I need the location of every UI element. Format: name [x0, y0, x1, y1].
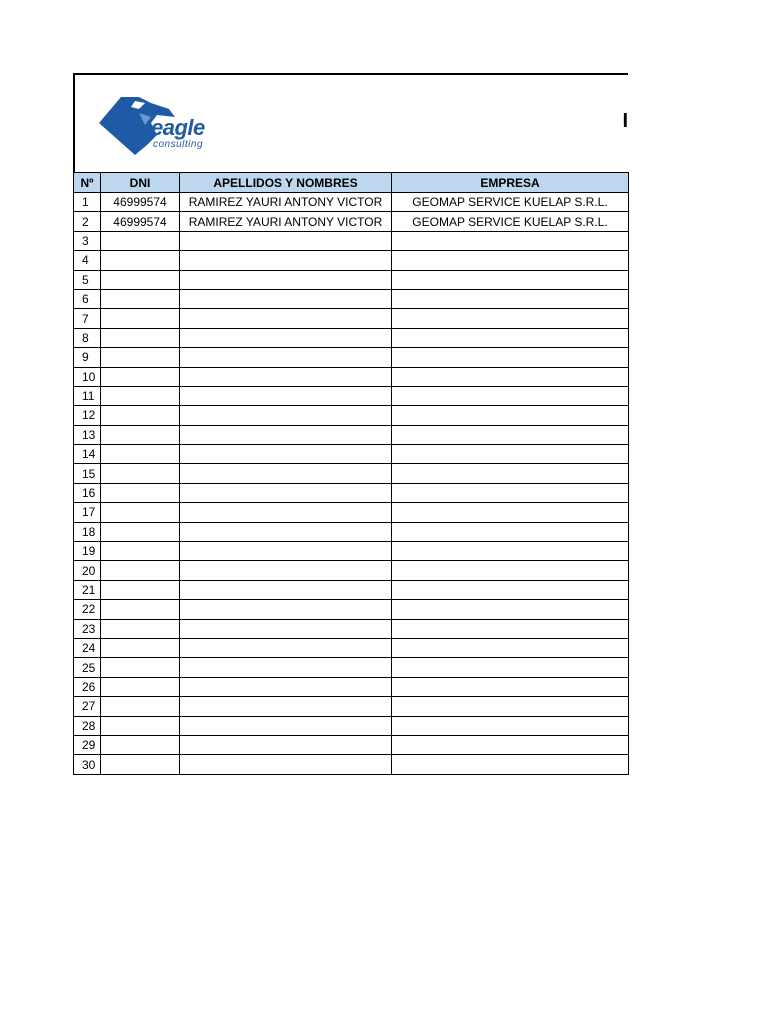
- cell-empresa[interactable]: [392, 464, 629, 483]
- table-row: [74, 251, 629, 270]
- eagle-consulting-logo: [99, 95, 249, 157]
- cell-dni[interactable]: [101, 406, 180, 425]
- cell-empresa[interactable]: [392, 251, 629, 270]
- cell-dni[interactable]: [101, 386, 180, 405]
- table-row: [74, 483, 629, 502]
- cell-no[interactable]: 25: [74, 658, 101, 677]
- cell-name[interactable]: [180, 580, 392, 599]
- cell-no[interactable]: 2: [74, 212, 101, 231]
- cell-name[interactable]: [180, 619, 392, 638]
- cell-empresa[interactable]: [392, 638, 629, 657]
- cell-dni[interactable]: [101, 309, 180, 328]
- cell-dni[interactable]: [101, 542, 180, 561]
- table-row: [74, 328, 629, 347]
- cell-empresa[interactable]: [392, 697, 629, 716]
- table-row: [74, 309, 629, 328]
- cell-name[interactable]: [180, 716, 392, 735]
- table-body: [74, 193, 629, 775]
- cell-no[interactable]: 21: [74, 580, 101, 599]
- cell-dni[interactable]: [101, 328, 180, 347]
- cell-no[interactable]: 8: [74, 328, 101, 347]
- cell-name[interactable]: [180, 735, 392, 754]
- logo-subtitle: consulting: [153, 139, 204, 150]
- cell-name[interactable]: [180, 289, 392, 308]
- cell-dni[interactable]: [101, 348, 180, 367]
- table-row: [74, 716, 629, 735]
- cell-dni[interactable]: 46999574: [101, 212, 180, 231]
- cell-dni[interactable]: [101, 561, 180, 580]
- cell-no[interactable]: 18: [74, 522, 101, 541]
- table-row: [74, 386, 629, 405]
- cell-no[interactable]: 29: [74, 735, 101, 754]
- cell-name[interactable]: [180, 600, 392, 619]
- cell-name[interactable]: [180, 270, 392, 289]
- table-row: [74, 677, 629, 696]
- cell-dni[interactable]: 46999574: [101, 193, 180, 212]
- cell-dni[interactable]: [101, 658, 180, 677]
- cell-empresa[interactable]: [392, 328, 629, 347]
- table-row: [74, 270, 629, 289]
- cell-dni[interactable]: [101, 522, 180, 541]
- table-row: [74, 503, 629, 522]
- cell-name[interactable]: [180, 328, 392, 347]
- table-row: [74, 735, 629, 754]
- cell-no[interactable]: 1: [74, 193, 101, 212]
- table-row: [74, 697, 629, 716]
- cell-empresa[interactable]: [392, 367, 629, 386]
- cell-no[interactable]: 17: [74, 503, 101, 522]
- table-row: [74, 445, 629, 464]
- cell-dni[interactable]: [101, 677, 180, 696]
- cell-name[interactable]: RAMIREZ YAURI ANTONY VICTOR: [180, 212, 392, 231]
- table-row: [74, 638, 629, 657]
- header-empresa: EMPRESA: [392, 173, 629, 193]
- cell-empresa[interactable]: [392, 716, 629, 735]
- logo-wordmark: eagle: [151, 115, 205, 140]
- cell-dni[interactable]: [101, 735, 180, 754]
- cell-dni[interactable]: [101, 716, 180, 735]
- cell-no[interactable]: 11: [74, 386, 101, 405]
- cell-dni[interactable]: [101, 251, 180, 270]
- table-row: [74, 755, 629, 774]
- cell-empresa[interactable]: [392, 483, 629, 502]
- cell-no[interactable]: 13: [74, 425, 101, 444]
- cell-no[interactable]: 6: [74, 289, 101, 308]
- cell-empresa[interactable]: [392, 270, 629, 289]
- cell-dni[interactable]: [101, 367, 180, 386]
- table-row: [74, 425, 629, 444]
- document-title: I: [622, 110, 628, 132]
- table-row: [74, 231, 629, 250]
- cell-dni[interactable]: [101, 289, 180, 308]
- cell-name[interactable]: [180, 425, 392, 444]
- cell-dni[interactable]: [101, 445, 180, 464]
- cell-no[interactable]: 27: [74, 697, 101, 716]
- cell-empresa[interactable]: [392, 735, 629, 754]
- cell-no[interactable]: 3: [74, 231, 101, 250]
- table-row: [74, 561, 629, 580]
- cell-no[interactable]: 22: [74, 600, 101, 619]
- table-row: [74, 212, 629, 231]
- cell-name[interactable]: [180, 503, 392, 522]
- cell-empresa[interactable]: [392, 600, 629, 619]
- cell-no[interactable]: 23: [74, 619, 101, 638]
- table-row: [74, 464, 629, 483]
- cell-no[interactable]: 15: [74, 464, 101, 483]
- cell-empresa[interactable]: [392, 348, 629, 367]
- cell-no[interactable]: 19: [74, 542, 101, 561]
- table-row: [74, 542, 629, 561]
- cell-dni[interactable]: [101, 270, 180, 289]
- cell-empresa[interactable]: [392, 522, 629, 541]
- cell-name[interactable]: [180, 638, 392, 657]
- cell-dni[interactable]: [101, 580, 180, 599]
- table-row: [74, 658, 629, 677]
- cell-no[interactable]: 9: [74, 348, 101, 367]
- cell-dni[interactable]: [101, 503, 180, 522]
- table-row: [74, 522, 629, 541]
- cell-empresa[interactable]: [392, 542, 629, 561]
- cell-no[interactable]: 12: [74, 406, 101, 425]
- cell-dni[interactable]: [101, 231, 180, 250]
- table-row: [74, 289, 629, 308]
- cell-empresa[interactable]: [392, 658, 629, 677]
- cell-name[interactable]: [180, 406, 392, 425]
- cell-empresa[interactable]: [392, 406, 629, 425]
- cell-name[interactable]: [180, 445, 392, 464]
- cell-name[interactable]: [180, 367, 392, 386]
- cell-no[interactable]: 30: [74, 755, 101, 774]
- cell-dni[interactable]: [101, 483, 180, 502]
- cell-empresa[interactable]: [392, 503, 629, 522]
- cell-empresa[interactable]: GEOMAP SERVICE KUELAP S.R.L.: [392, 212, 629, 231]
- cell-name[interactable]: [180, 348, 392, 367]
- cell-name[interactable]: [180, 309, 392, 328]
- attendance-sheet: [73, 73, 628, 775]
- cell-dni[interactable]: [101, 638, 180, 657]
- cell-dni[interactable]: [101, 619, 180, 638]
- cell-empresa[interactable]: [392, 425, 629, 444]
- cell-empresa[interactable]: GEOMAP SERVICE KUELAP S.R.L.: [392, 193, 629, 212]
- cell-dni[interactable]: [101, 464, 180, 483]
- cell-name[interactable]: [180, 483, 392, 502]
- cell-name[interactable]: [180, 231, 392, 250]
- cell-no[interactable]: 24: [74, 638, 101, 657]
- cell-dni[interactable]: [101, 600, 180, 619]
- header-dni: DNI: [101, 173, 180, 193]
- cell-name[interactable]: [180, 697, 392, 716]
- cell-empresa[interactable]: [392, 619, 629, 638]
- cell-dni[interactable]: [101, 697, 180, 716]
- cell-empresa[interactable]: [392, 677, 629, 696]
- cell-dni[interactable]: [101, 425, 180, 444]
- header-name: APELLIDOS Y NOMBRES: [180, 173, 392, 193]
- cell-no[interactable]: 10: [74, 367, 101, 386]
- header-no: Nº: [74, 173, 101, 193]
- table-row: [74, 348, 629, 367]
- cell-name[interactable]: [180, 755, 392, 774]
- table-row: [74, 600, 629, 619]
- cell-empresa[interactable]: [392, 386, 629, 405]
- cell-no[interactable]: 5: [74, 270, 101, 289]
- table-row: [74, 193, 629, 212]
- cell-dni[interactable]: [101, 755, 180, 774]
- cell-empresa[interactable]: [392, 445, 629, 464]
- table-row: [74, 580, 629, 599]
- cell-no[interactable]: 28: [74, 716, 101, 735]
- cell-no[interactable]: 20: [74, 561, 101, 580]
- cell-empresa[interactable]: [392, 289, 629, 308]
- cell-empresa[interactable]: [392, 580, 629, 599]
- table-row: [74, 406, 629, 425]
- cell-empresa[interactable]: [392, 755, 629, 774]
- cell-name[interactable]: [180, 542, 392, 561]
- cell-empresa[interactable]: [392, 561, 629, 580]
- sheet-header: [73, 73, 628, 172]
- cell-name[interactable]: [180, 677, 392, 696]
- cell-name[interactable]: [180, 386, 392, 405]
- cell-name[interactable]: RAMIREZ YAURI ANTONY VICTOR: [180, 193, 392, 212]
- cell-empresa[interactable]: [392, 231, 629, 250]
- cell-name[interactable]: [180, 561, 392, 580]
- cell-no[interactable]: 16: [74, 483, 101, 502]
- table-header-row: [74, 173, 629, 193]
- participants-table: [73, 172, 629, 775]
- cell-name[interactable]: [180, 251, 392, 270]
- cell-no[interactable]: 4: [74, 251, 101, 270]
- cell-name[interactable]: [180, 522, 392, 541]
- cell-no[interactable]: 26: [74, 677, 101, 696]
- cell-empresa[interactable]: [392, 309, 629, 328]
- table-row: [74, 367, 629, 386]
- cell-no[interactable]: 7: [74, 309, 101, 328]
- table-row: [74, 619, 629, 638]
- cell-name[interactable]: [180, 464, 392, 483]
- cell-no[interactable]: 14: [74, 445, 101, 464]
- cell-name[interactable]: [180, 658, 392, 677]
